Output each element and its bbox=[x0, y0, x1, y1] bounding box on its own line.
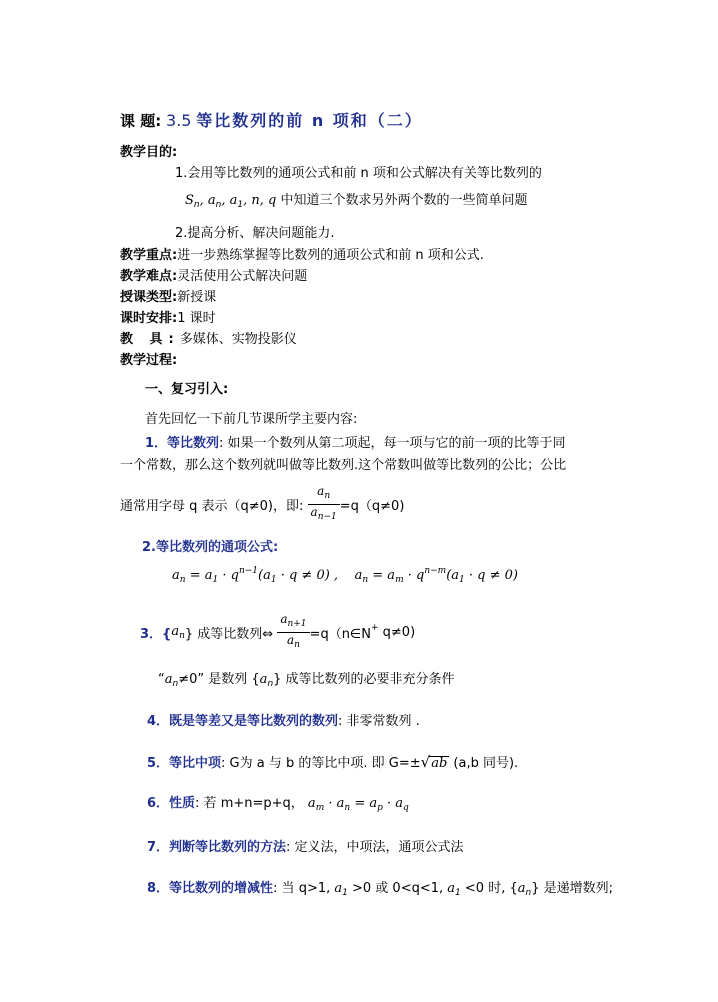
necessary-condition: “$a_n\ne 0$” 是数列 $\{a_n\}$ 成等比数列的必要非充分条件 bbox=[158, 672, 455, 689]
ratio-fraction: $\frac{a_n}{a_{n-1}}$ bbox=[308, 484, 340, 525]
title-label: 课 题: bbox=[120, 112, 162, 130]
goals-item-2: 2.提高分析、解决问题能力. bbox=[175, 226, 335, 241]
geometric-mean-line: 5．等比中项: G为 a 与 b 的等比中项. 即 G=±√ab (a,b 同号). bbox=[147, 753, 519, 771]
meta-row-type: 授课类型:新授课 bbox=[120, 290, 217, 305]
both-sequence-line: 4．既是等差又是等比数列的数列: 非零常数列 . bbox=[147, 714, 420, 729]
title-text: 等比数列的前 n 项和（二） bbox=[196, 111, 423, 130]
def-geometric-line3: 通常用字母 q 表示（q≠0)，即: $\frac{a_n}{a_{n-1}}$ =q（q≠0) bbox=[120, 484, 404, 525]
methods-line: 7．判断等比数列的方法: 定义法，中项法，通项公式法 bbox=[147, 840, 464, 855]
goals-item-1-rest: 中知道三个数求另外两个数的一些简单问题 bbox=[280, 193, 528, 208]
criterion-line: 3．$\{a_n\}$ 成等比数列⇔ $\frac{a_{n+1}}{a_n}$ =q（n∈N+ q≠0) bbox=[140, 612, 415, 653]
title-number: 3.5 bbox=[166, 111, 192, 130]
def-geometric-line2: 一个常数，那么这个数列就叫做等比数列.这个常数叫做等比数列的公比；公比 bbox=[120, 458, 567, 473]
criterion-fraction: $\frac{a_{n+1}}{a_n}$ bbox=[277, 612, 309, 653]
meta-row-difficulty: 教学难点:灵活使用公式解决问题 bbox=[120, 269, 308, 284]
goals-item-1-vars: $S_n$, $a_n$, $a_1$, n, q 中知道三个数求另外两个数的一些简单问题 bbox=[185, 193, 528, 210]
section-intro: 首先回忆一下前几节课所学主要内容: bbox=[145, 412, 358, 427]
monotonicity-line: 8．等比数列的增减性: 当 q>1, $a_1 >0$ 或 0<q<1, $a_1 <0$ 时, $\{a_n\}$ 是递增数列; bbox=[147, 881, 614, 898]
meta-row-focus: 教学重点:进一步熟练掌握等比数列的通项公式和前 n 项和公式. bbox=[120, 248, 484, 263]
general-term-heading: 2.等比数列的通项公式: bbox=[142, 540, 279, 555]
goals-item-1: 1.会用等比数列的通项公式和前 n 项和公式解决有关等比数列的 bbox=[175, 166, 542, 181]
goals-heading: 教学目的: bbox=[120, 145, 178, 160]
def-geometric-label: 1．等比数列 bbox=[145, 436, 220, 451]
meta-row-process: 教学过程: bbox=[120, 353, 178, 368]
property-line: 6．性质: 若 m+n=p+q， $a_m \cdot a_n = a_p \cdot a_q$ bbox=[147, 796, 409, 813]
def-geometric-line1: 1．等比数列: 如果一个数列从第二项起，每一项与它的前一项的比等于同 bbox=[145, 436, 566, 451]
meta-row-hours: 课时安排:1 课时 bbox=[120, 311, 216, 326]
lesson-title bbox=[120, 108, 423, 131]
meta-row-tools: 教 具:多媒体、实物投影仪 bbox=[120, 332, 297, 347]
section-heading: 一、复习引入: bbox=[145, 382, 229, 397]
general-term-formula: $a_n = a_1 \cdot q^{n-1}(a_1 \cdot q \ne 0)$ , $a_n = a_m \cdot q^{n-m}(a_1 \cdot q \ne 0)$ bbox=[172, 566, 518, 585]
